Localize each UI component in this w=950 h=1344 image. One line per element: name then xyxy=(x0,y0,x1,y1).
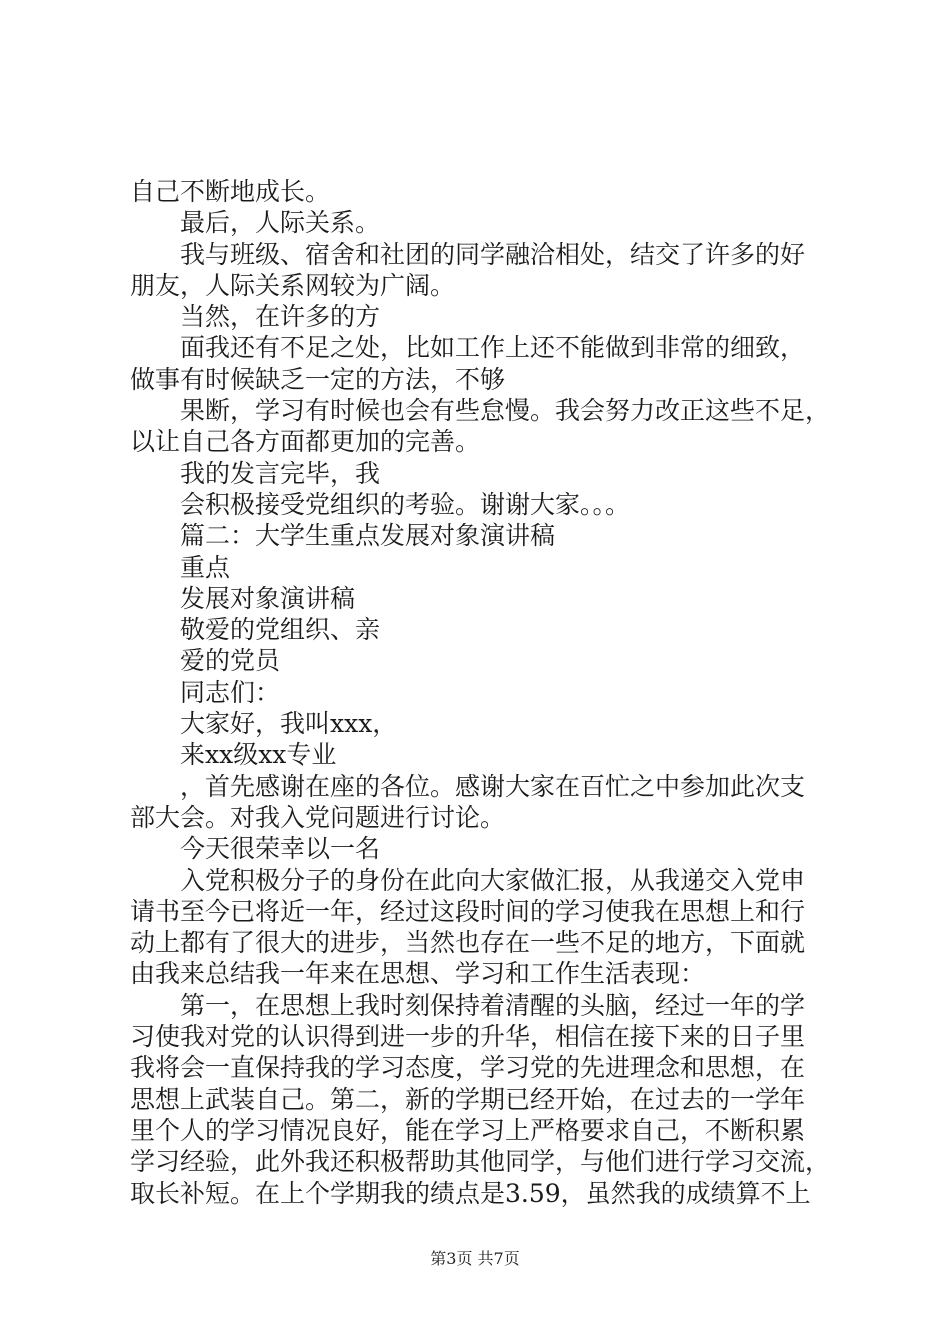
text-line: ，首先感谢在座的各位。感谢大家在百忙之中参加此次支 xyxy=(180,771,806,801)
text-line: 学习经验，此外我还积极帮助其他同学，与他们进行学习交流， xyxy=(130,1147,831,1177)
text-line: 取长补短。在上个学期我的绩点是3.59，虽然我的成绩算不上 xyxy=(130,1178,811,1208)
text-line: 面我还有不足之处，比如工作上还不能做到非常的细致， xyxy=(180,333,806,363)
document-body xyxy=(130,176,832,1209)
text-line: 同志们： xyxy=(180,677,281,707)
page-footer: 第3页 共7页 xyxy=(430,1249,520,1268)
text-line: 爱的党员 xyxy=(180,646,281,676)
text-line: 我与班级、宿舍和社团的同学融洽相处，结交了许多的好 xyxy=(180,239,806,269)
text-line: 篇二：大学生重点发展对象演讲稿 xyxy=(180,521,556,551)
text-line: 敬爱的党组织、亲 xyxy=(180,615,381,645)
text-line: 请书至今已将近一年，经过这段时间的学习使我在思想上和行 xyxy=(130,896,806,926)
text-line: 大家好，我叫xxx， xyxy=(180,709,398,739)
text-line: 当然，在许多的方 xyxy=(180,302,381,332)
text-line: 入党积极分子的身份在此向大家做汇报，从我递交入党申 xyxy=(180,865,806,895)
text-line: 重点 xyxy=(180,552,231,582)
text-line: 思想上武装自己。第二，新的学期已经开始，在过去的一学年 xyxy=(130,1084,806,1114)
text-line: 我将会一直保持我的学习态度，学习党的先进理念和思想，在 xyxy=(130,1053,806,1083)
text-line: 由我来总结我一年来在思想、学习和工作生活表现： xyxy=(130,959,706,989)
text-line: 里个人的学习情况良好，能在学习上严格要求自己，不断积累 xyxy=(130,1115,806,1145)
text-line: 今天很荣幸以一名 xyxy=(180,834,381,864)
text-line: 发展对象演讲稿 xyxy=(180,583,356,613)
text-line: 部大会。对我入党问题进行讨论。 xyxy=(130,802,506,832)
text-line: 我的发言完毕，我 xyxy=(180,458,381,488)
text-line: 来xx级xx专业 xyxy=(180,740,337,770)
text-line: 做事有时候缺乏一定的方法，不够 xyxy=(130,364,506,394)
text-line: 自己不断地成长。 xyxy=(130,177,331,206)
text-line: 第一，在思想上我时刻保持着清醒的头脑，经过一年的学 xyxy=(180,990,806,1020)
text-line: 动上都有了很大的进步，当然也存在一些不足的地方，下面就 xyxy=(130,928,806,958)
text-line: 果断，学习有时候也会有些怠慢。我会努力改正这些不足， xyxy=(180,396,831,426)
text-line: 最后，人际关系。 xyxy=(180,208,381,238)
text-line: 会积极接受党组织的考验。谢谢大家。。。 xyxy=(180,489,631,519)
text-line: 习使我对党的认识得到进一步的升华，相信在接下来的日子里 xyxy=(130,1022,806,1052)
text-line: 朋友，人际关系网较为广阔。 xyxy=(130,270,456,300)
text-line: 以让自己各方面都更加的完善。 xyxy=(130,427,481,457)
